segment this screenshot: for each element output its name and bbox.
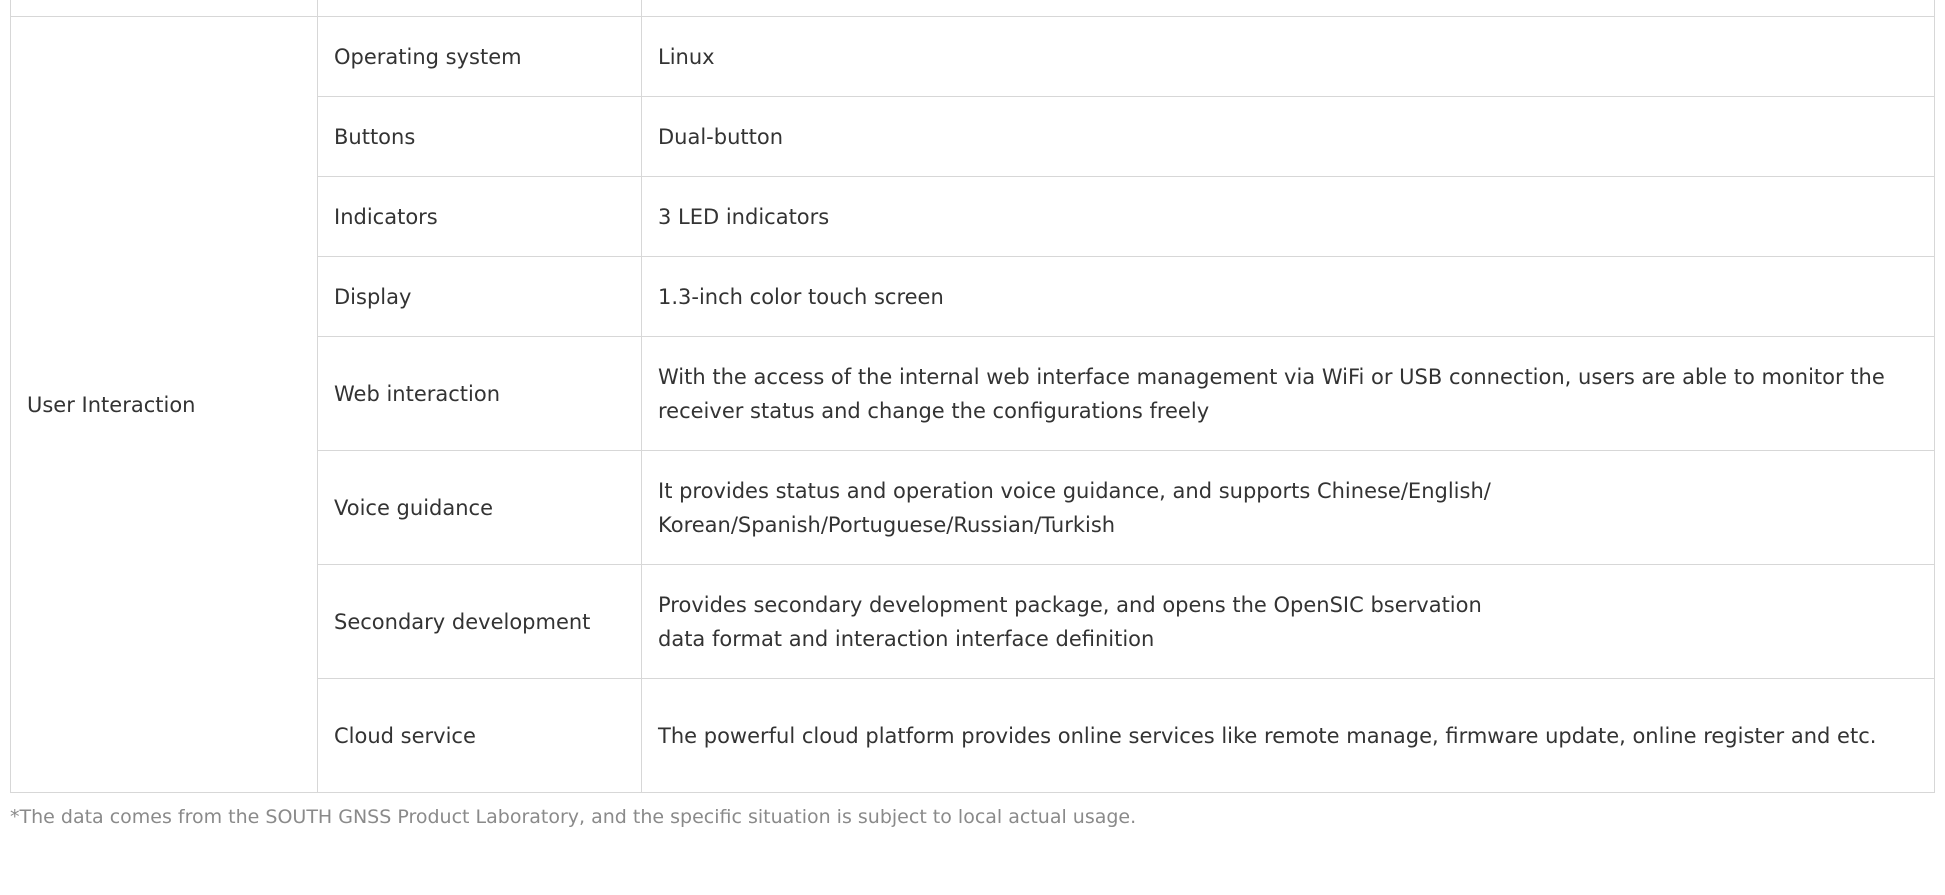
table-row <box>11 17 1935 97</box>
parameter-cell: Operating system <box>318 17 642 97</box>
parameter-cell: Indicators <box>318 177 642 257</box>
value-line: It provides status and operation voice guidance, and supports Chinese/English/ <box>658 478 1491 503</box>
parameter-cell: Voice guidance <box>318 451 642 565</box>
value-line: Provides secondary development package, and opens the OpenSIC bservation <box>658 592 1482 617</box>
parameter-cell: Display <box>318 257 642 337</box>
value-cell: The powerful cloud platform provides online services like remote manage, firmware update, online register and etc. <box>642 679 1935 793</box>
value-cell <box>642 451 1935 565</box>
table-cell <box>642 0 1935 17</box>
spec-table <box>10 0 1935 793</box>
value-cell: With the access of the internal web interface management via WiFi or USB connection, users are able to monitor the receiver status and change the configurations freely <box>642 337 1935 451</box>
parameter-cell: Buttons <box>318 97 642 177</box>
group-label-cell: User Interaction <box>11 17 318 793</box>
footnote: *The data comes from the SOUTH GNSS Product Laboratory, and the specific situation is subject to local actual usage. <box>10 806 1137 828</box>
parameter-cell: Web interaction <box>318 337 642 451</box>
table-cell <box>11 0 318 17</box>
value-line: Korean/Spanish/Portuguese/Russian/Turkish <box>658 512 1116 537</box>
parameter-cell: Secondary development <box>318 565 642 679</box>
value-cell: Dual-button <box>642 97 1935 177</box>
value-line: data format and interaction interface definition <box>658 626 1155 651</box>
value-cell <box>642 565 1935 679</box>
parameter-cell: Cloud service <box>318 679 642 793</box>
value-cell: Linux <box>642 17 1935 97</box>
table-cell <box>318 0 642 17</box>
table-row-previous-section <box>11 0 1935 17</box>
value-cell: 1.3-inch color touch screen <box>642 257 1935 337</box>
value-cell: 3 LED indicators <box>642 177 1935 257</box>
